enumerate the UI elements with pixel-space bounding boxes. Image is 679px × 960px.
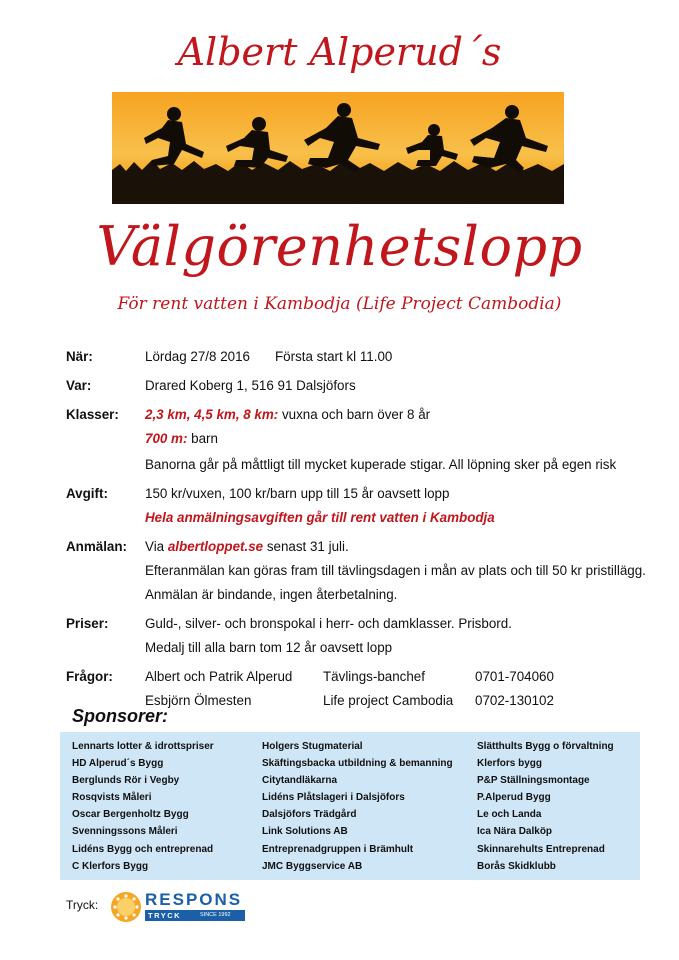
signup-row xyxy=(66,539,656,563)
sponsor-item: Holgers Stugmaterial xyxy=(262,741,363,752)
contact-role: Life project Cambodia xyxy=(323,693,454,708)
sponsor-item: Lidéns Plåtslageri i Dalsjöfors xyxy=(262,792,405,804)
prizes-line1: Guld-, silver- och bronspokal i herr- och damklasser. Prisbord. xyxy=(145,616,512,631)
signup-line1 xyxy=(145,539,349,554)
prizes-row xyxy=(66,616,656,640)
sponsor-item: Lennarts lotter & idrottspriser xyxy=(72,741,214,752)
contact-name: Albert och Patrik Alperud xyxy=(145,669,293,684)
classes-line1-text: vuxna och barn över 8 år xyxy=(278,407,431,422)
sponsor-column-3 xyxy=(477,738,614,875)
logo-sub: TRYCK xyxy=(148,911,182,920)
sponsor-column-1 xyxy=(72,738,214,875)
logo-name: RESPONS xyxy=(145,890,243,909)
questions-label: Frågor: xyxy=(66,669,113,684)
sponsor-item: Svenningssons Måleri xyxy=(72,826,178,838)
fee-line2: Hela anmälningsavgiften går till rent vatten i Kambodja xyxy=(145,510,495,525)
sun-logo-icon xyxy=(108,889,144,925)
subtitle: För rent vatten i Kambodja (Life Project Cambodia) xyxy=(117,294,562,314)
signup-via: Via xyxy=(145,539,168,554)
signup-line3: Anmälan är bindande, ingen återbetalning. xyxy=(145,587,398,602)
signup-link[interactable]: albertloppet.se xyxy=(167,539,264,554)
sponsor-item: Klerfors bygg xyxy=(477,758,543,770)
classes-line2-text: barn xyxy=(187,431,218,446)
sponsor-item: Borås Skidklubb xyxy=(477,860,556,872)
classes-line1 xyxy=(145,407,430,422)
signup-row-2 xyxy=(66,563,656,587)
fee-label: Avgift: xyxy=(66,486,108,501)
when-start: Första start kl 11.00 xyxy=(275,349,393,364)
prizes-row-2 xyxy=(66,640,656,664)
sponsor-item: Dalsjöfors Trädgård xyxy=(262,809,357,821)
sponsor-item: Skinnarehults Entreprenad xyxy=(477,843,605,855)
signup-line2: Efteranmälan kan göras fram till tävlingsdagen i mån av plats och till 50 kr pristillägg. xyxy=(145,563,646,578)
sponsor-item: Slätthults Bygg o förvaltning xyxy=(477,741,614,752)
sponsor-item: HD Alperud´s Bygg xyxy=(72,758,164,770)
event-info xyxy=(66,349,656,717)
where-label: Var: xyxy=(66,378,92,393)
classes-label: Klasser: xyxy=(66,407,119,422)
sponsor-item: JMC Byggservice AB xyxy=(262,860,363,872)
sponsor-item: Le och Landa xyxy=(477,809,542,821)
print-label: Tryck: xyxy=(66,898,99,912)
sponsor-column-2 xyxy=(262,738,453,875)
sponsor-item: Skäftingsbacka utbildning & bemanning xyxy=(262,758,453,770)
fee-row-2 xyxy=(66,510,656,534)
sponsor-item: Rosqvists Måleri xyxy=(72,792,152,804)
sunset-runners-image xyxy=(112,92,564,204)
classes-row-3 xyxy=(66,457,656,481)
classes-short-distance: 700 m: xyxy=(145,431,188,446)
when-date: Lördag 27/8 2016 xyxy=(145,349,250,364)
sponsor-item: Citytandläkarna xyxy=(262,775,338,787)
main-title: Välgörenhetslopp xyxy=(96,215,583,278)
signup-row-3 xyxy=(66,587,656,611)
classes-line3: Banorna går på måttligt till mycket kuperade stigar. All löpning sker på egen risk xyxy=(145,457,617,472)
questions-row xyxy=(66,669,656,693)
logo-since: SINCE 1992 xyxy=(200,912,231,918)
contact-phone: 0701-704060 xyxy=(475,669,554,684)
sponsor-item: Berglunds Rör i Vegby xyxy=(72,775,180,787)
contact-role: Tävlings-banchef xyxy=(323,669,425,684)
sponsor-item: Oscar Bergenholtz Bygg xyxy=(72,809,189,821)
classes-row-2 xyxy=(66,431,656,455)
running-silhouettes-banner xyxy=(112,92,564,204)
sponsor-item: Lidéns Bygg och entreprenad xyxy=(72,843,214,855)
sponsor-item: Ica Nära Dalköp xyxy=(477,826,553,838)
sponsor-item: P.Alperud Bygg xyxy=(477,792,551,804)
sponsor-item: Entreprenadgruppen i Brämhult xyxy=(262,843,414,855)
contact-phone: 0702-130102 xyxy=(475,693,554,708)
when-row xyxy=(66,349,656,373)
fee-line1: 150 kr/vuxen, 100 kr/barn upp till 15 år oavsett lopp xyxy=(145,486,450,501)
sponsors-title: Sponsorer: xyxy=(72,706,169,726)
top-title: Albert Alperud´s xyxy=(177,30,502,74)
where-row xyxy=(66,378,656,402)
sponsor-item: P&P Ställningsmontage xyxy=(477,775,590,787)
signup-label: Anmälan: xyxy=(66,539,128,554)
classes-row xyxy=(66,407,656,431)
signup-deadline: senast 31 juli. xyxy=(263,539,349,554)
where-value: Drared Koberg 1, 516 91 Dalsjöfors xyxy=(145,378,356,393)
sponsor-item: C Klerfors Bygg xyxy=(72,860,149,872)
fee-row xyxy=(66,486,656,510)
classes-distances: 2,3 km, 4,5 km, 8 km: xyxy=(145,407,279,422)
prizes-line2: Medalj till alla barn tom 12 år oavsett lopp xyxy=(145,640,393,655)
sponsor-item: Link Solutions AB xyxy=(262,826,348,838)
classes-line2 xyxy=(145,431,218,446)
contact-name: Esbjörn Ölmesten xyxy=(145,693,252,708)
when-label: När: xyxy=(66,349,93,364)
prizes-label: Priser: xyxy=(66,616,109,631)
